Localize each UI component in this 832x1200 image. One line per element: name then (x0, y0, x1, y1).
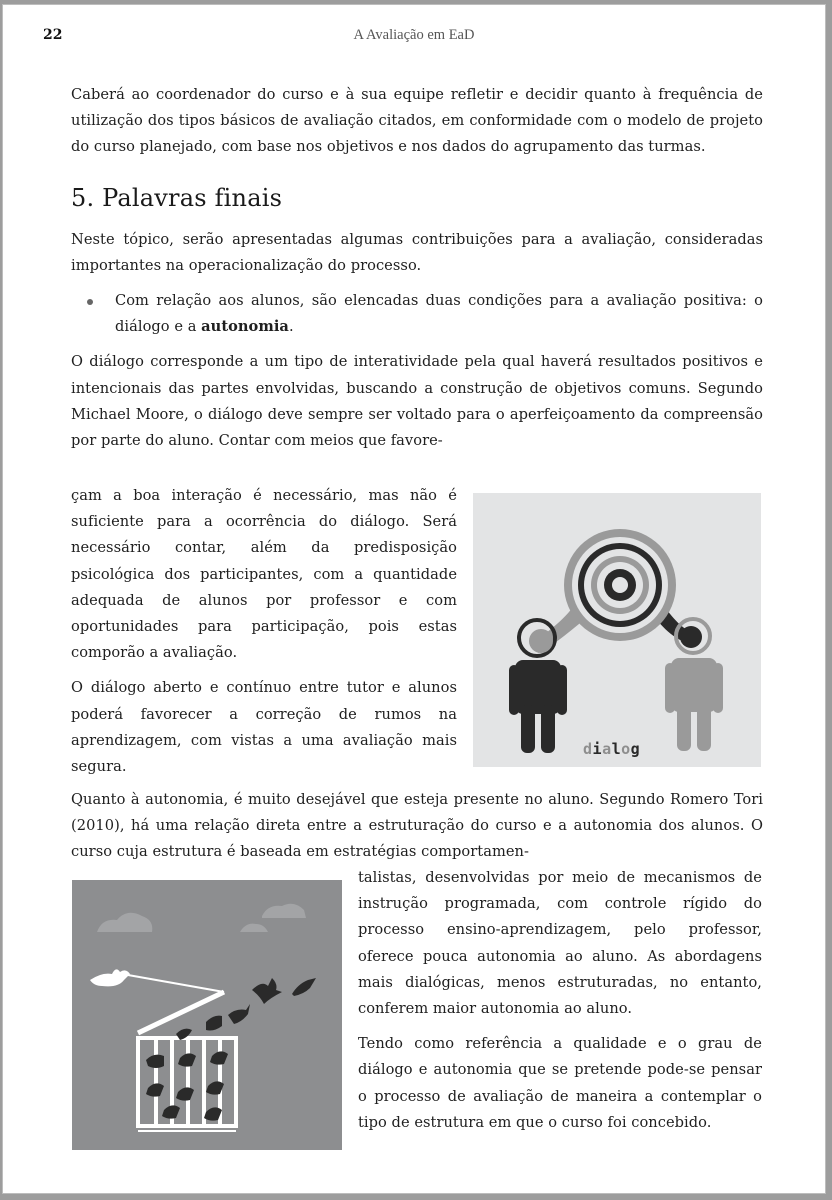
running-title: A Avaliação em EaD (353, 27, 475, 43)
book-page (2, 4, 826, 1194)
paragraph-coordinator: Caberá ao coordenador do curso e à sua equipe refletir e decidir quanto à frequência de utilização dos tipos básicos de avaliação citados, em conformidade com o modelo de projeto do curso planejado, com base nos objetivos e nos dados do agrupamento das turmas. (71, 86, 763, 156)
right-column (358, 865, 762, 1136)
main-content (71, 82, 763, 454)
paragraph-dialog-continued: çam a boa interação é necessário, mas não é suficiente para a ocorrência do diálogo. Será necessário contar, além da predisposição psicológica dos participantes, com a quantidade adequada de alunos por professor e com oportunidades para participação, pois estas comporão a avaliação. (71, 487, 457, 662)
section-heading: 5. Palavras finais (71, 183, 283, 212)
right-head-bubble (680, 626, 702, 648)
paragraph-dialog-definition: O diálogo corresponde a um tipo de interatividade pela qual haverá resultados positivos e intencionais das partes envolvidas, buscando a construção de objetivos comuns. Segundo Michael Moore, o diálogo deve sempre ser voltado para o aperfeiçoamento da compreensão por parte do aluno. Contar com meios que favore- (71, 353, 763, 450)
autonomy-section (71, 787, 763, 866)
left-head-bubble (529, 629, 553, 653)
paragraph-autonomy-continued: talistas, desenvolvidas por meio de mecanismos de instrução programada, com controle rígido do processo ensino-aprendizagem, pelo professor, oferece pouca autonomia ao aluno. As abordagens mais dialógicas, menos estruturadas, no entanto, conferem maior autonomia ao aluno. (358, 869, 762, 1018)
dialog-graphic (473, 493, 761, 767)
paragraph-autonomy: Quanto à autonomia, é muito desejável que esteja presente no aluno. Segundo Romero Tori (2010), há uma relação direta entre a estruturação do curso e a autonomia dos alunos. O curso cuja estrutura é baseada em estratégias comportamen- (71, 791, 763, 861)
dialog-illustration (473, 493, 761, 767)
paragraph-open-dialog: O diálogo aberto e contínuo entre tutor e alunos poderá favorecer a correção de rumos na aprendizagem, com vistas a uma avaliação mais segura. (71, 679, 457, 776)
running-head (3, 27, 825, 47)
left-column (71, 483, 457, 780)
pull-string (128, 975, 224, 992)
bold-term: autonomia (201, 318, 289, 336)
bullet-item (115, 288, 763, 340)
bubble-center (612, 577, 628, 593)
page-number: 22 (43, 27, 63, 43)
birds-cage-illustration (72, 880, 342, 1150)
white-bird-icon (90, 969, 130, 986)
cloud-icons (97, 904, 306, 932)
bullet-text: Com relação aos alunos, são elencadas duas condições para a avaliação positiva: o diálogo e a autonomia. (115, 292, 763, 336)
paragraph-conclusion: Tendo como referência a qualidade e o grau de diálogo e autonomia que se pretende pode-se pensar o processo de avaliação de maneira a contemplar o tipo de estrutura em que o curso foi concebido. (358, 1035, 762, 1131)
bullet-list (71, 288, 763, 340)
right-person-body (665, 658, 723, 751)
bullet-icon (87, 299, 93, 305)
birds-graphic (72, 880, 342, 1150)
dialog-label: dialog (583, 740, 641, 758)
paragraph-intro: Neste tópico, serão apresentadas algumas contribuições para a avaliação, consideradas importantes na operacionalização do processo. (71, 230, 763, 274)
